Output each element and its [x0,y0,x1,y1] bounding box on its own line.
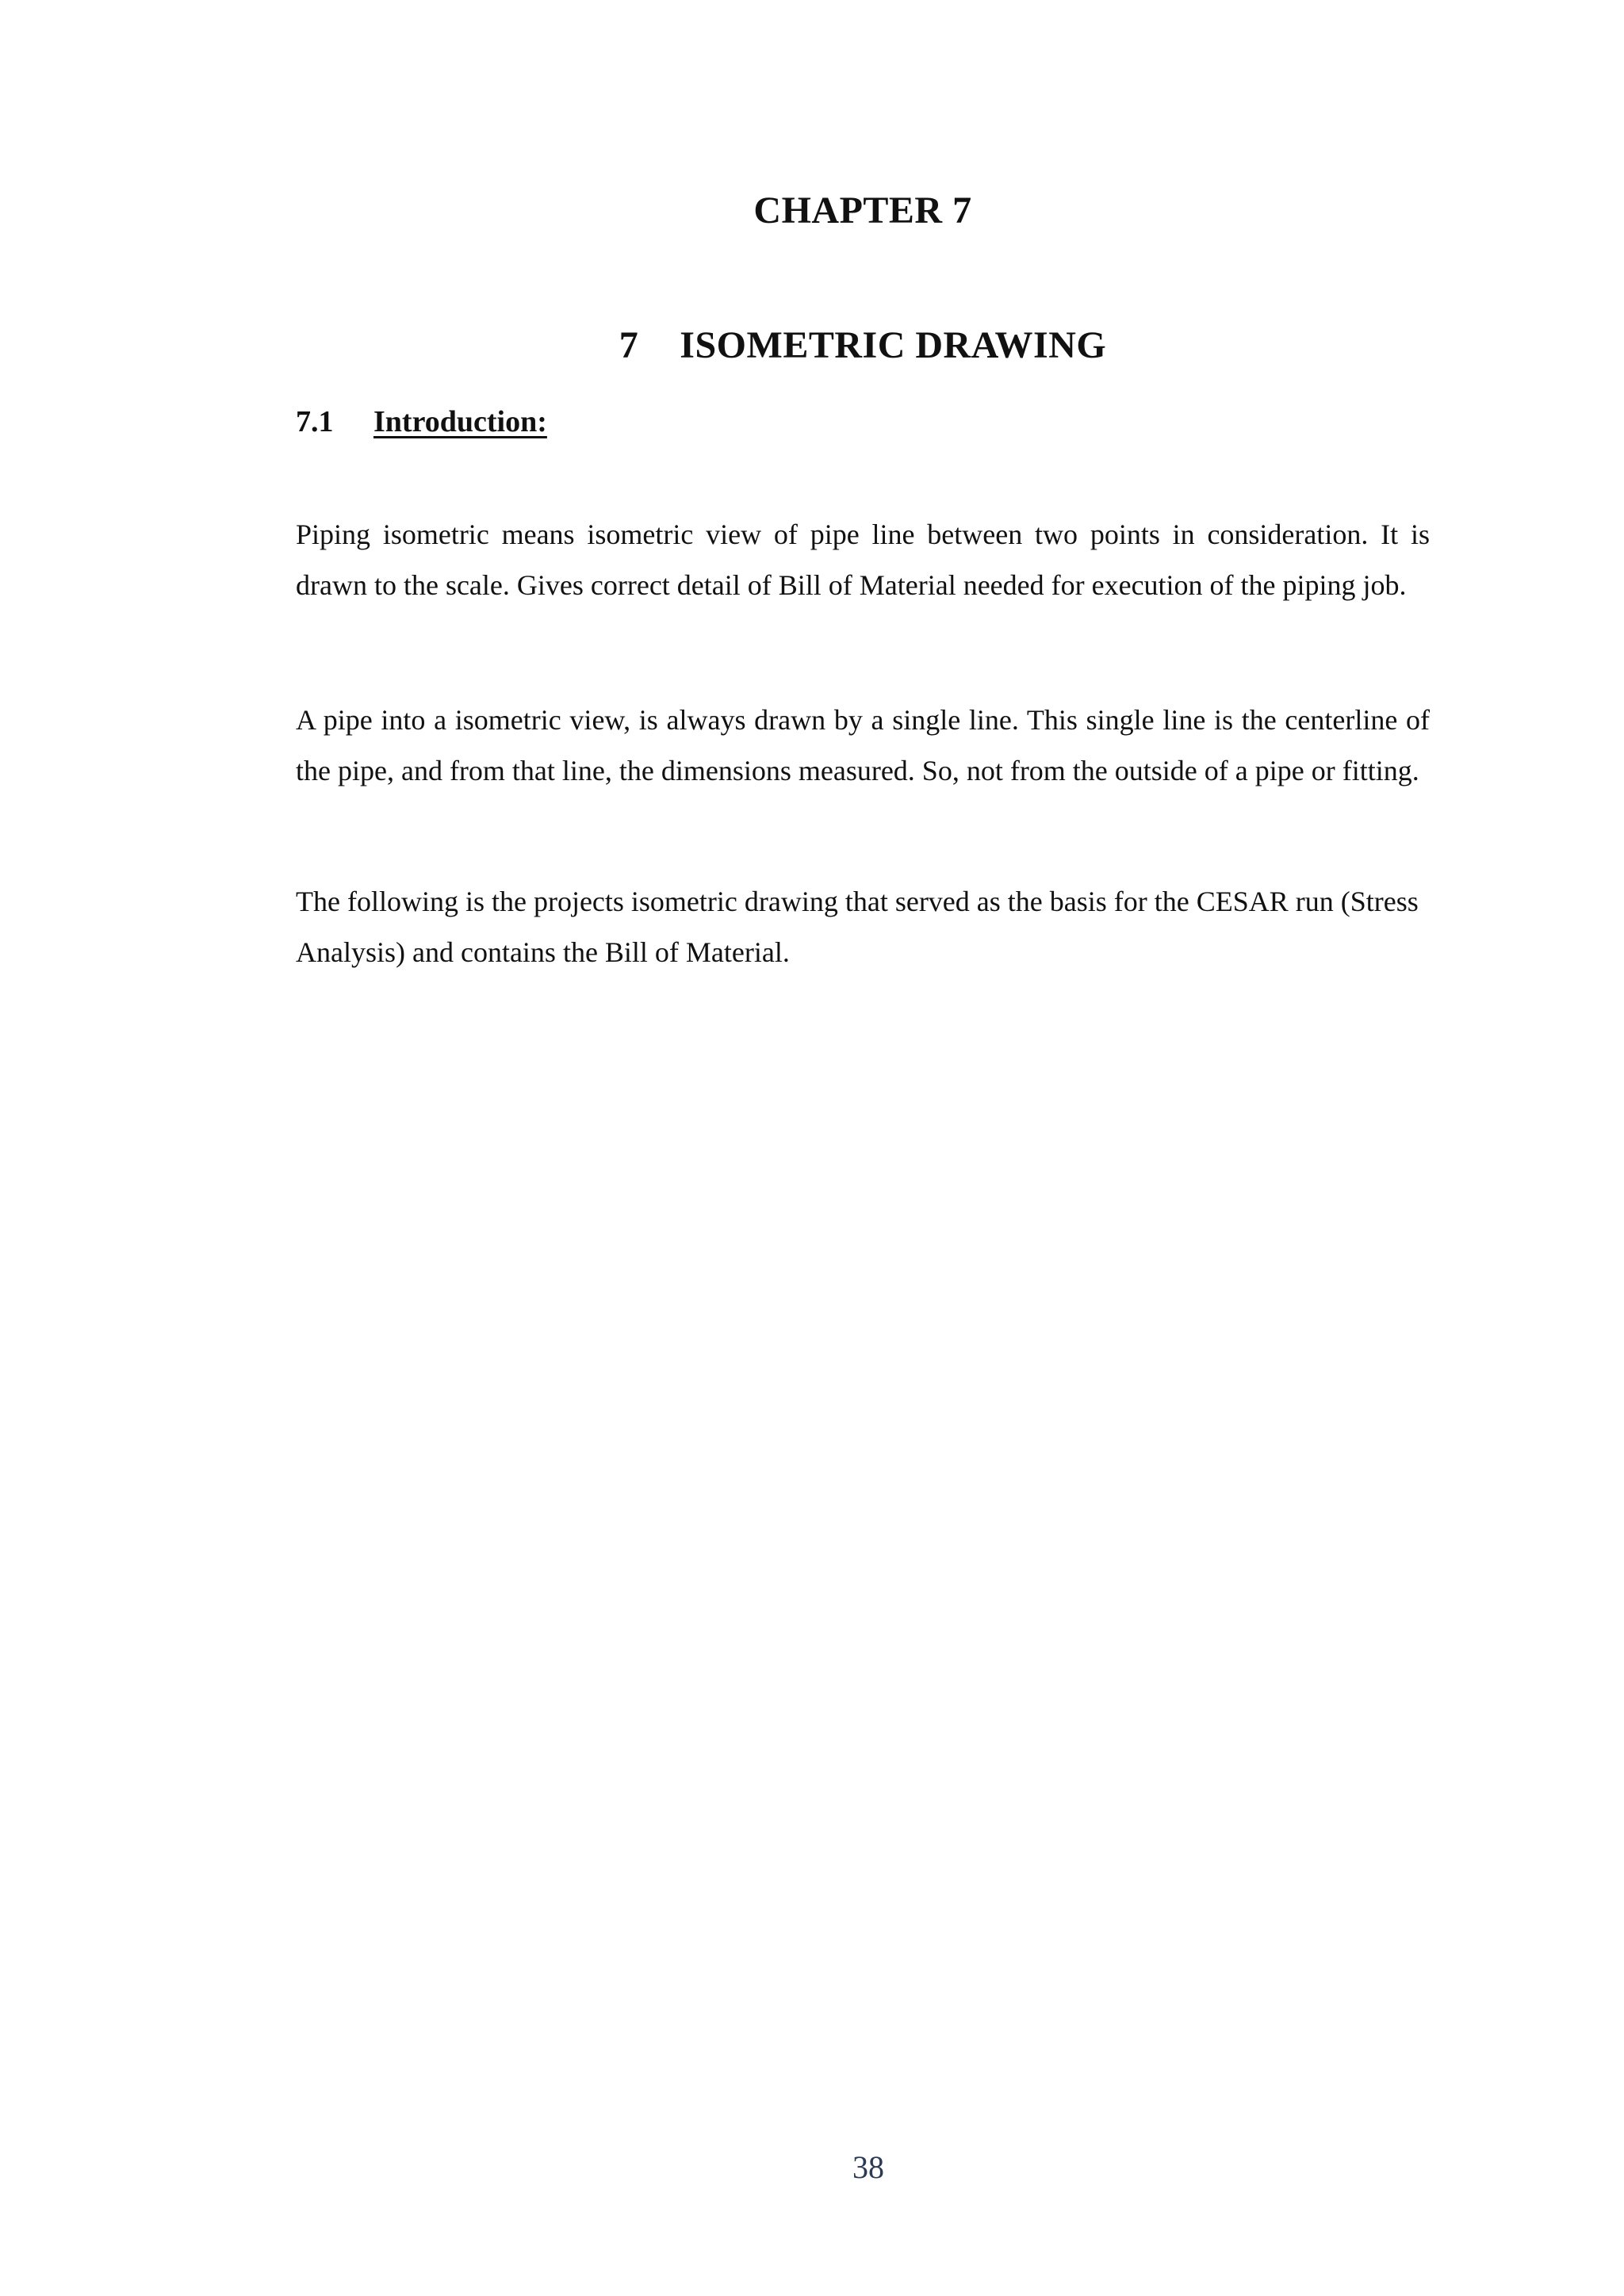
page-number: 38 [852,2149,884,2185]
section-title: Introduction: [373,405,547,438]
chapter-title [296,323,1430,367]
paragraph-3: The following is the projects isometric drawing that served as the basis for the CESAR run (Stress Analysis) and contains the Bill of Material. [296,886,1419,968]
chapter-label: CHAPTER 7 [753,189,972,232]
chapter-title-text: ISOMETRIC DRAWING [680,324,1107,366]
chapter-number: 7 [619,324,639,366]
section-heading [296,404,547,439]
paragraph-1: Piping isometric means isometric view of pipe line between two points in consideration. It is drawn to the scale. Gives correct detail of Bill of Material needed for execution of the piping job. [296,519,1430,601]
section-number: 7.1 [296,405,334,438]
paragraph-2: A pipe into a isometric view, is always drawn by a single line. This single line is the centerline of the pipe, and from that line, the dimensions measured. So, not from the outside of a pipe or fitting. [296,704,1430,786]
